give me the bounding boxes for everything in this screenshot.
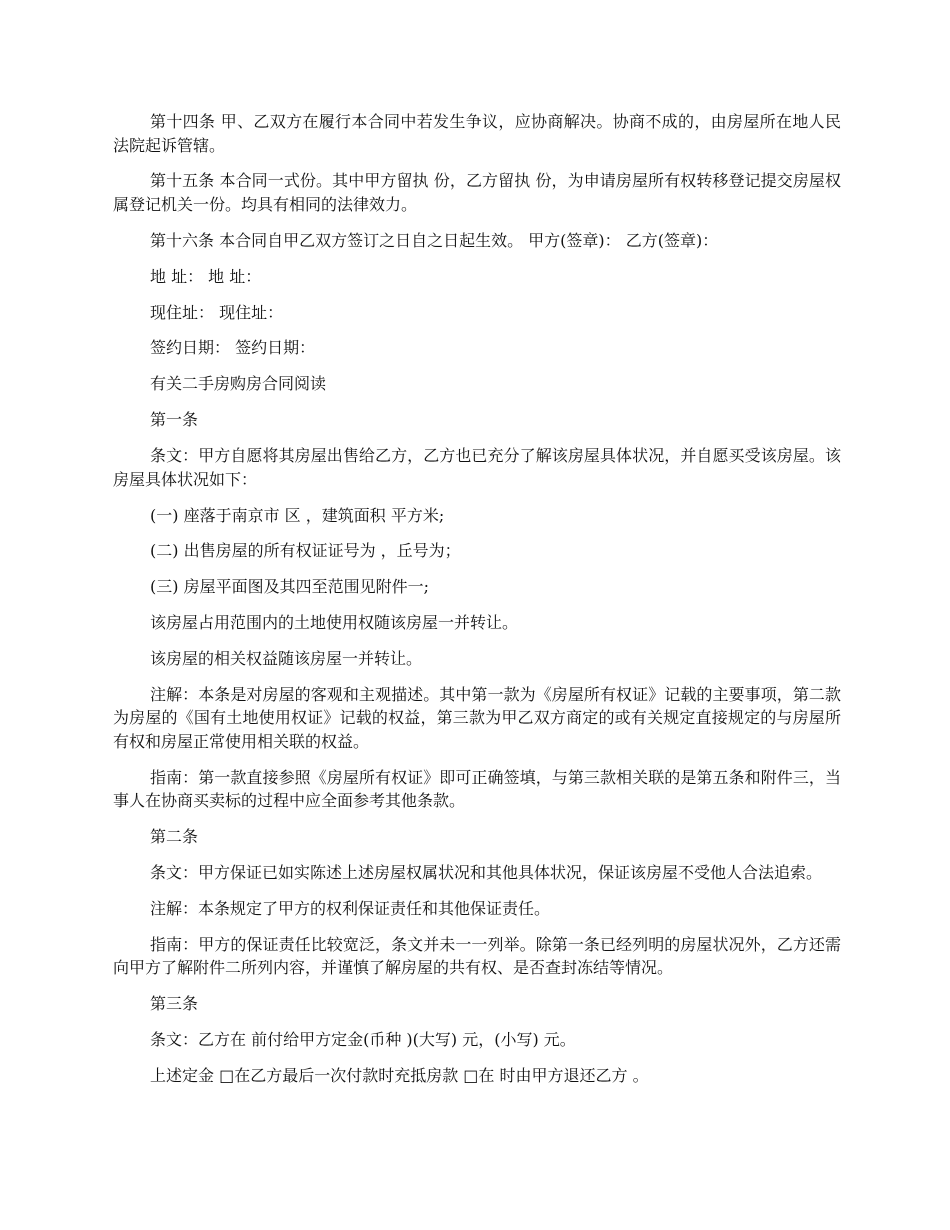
article-2-text: 条文：甲方保证已如实陈述上述房屋权属状况和其他具体状况，保证该房屋不受他人合法追索。 (150, 863, 823, 883)
signing-date-line: 签约日期： 签约日期： (150, 338, 316, 358)
current-address-line: 现住址： 现住址： (150, 302, 284, 322)
related-rights-text: 该房屋的相关权益随该房屋一并转让。 (150, 649, 423, 669)
article-3-text: 条文：乙方在 前付给甲方定金(币种 )(大写) 元，(小写) 元。 (150, 1030, 576, 1050)
article-3-heading: 第三条 (150, 994, 199, 1014)
article-1-item-2: (二) 出售房屋的所有权证证号为 ，丘号为； (150, 541, 461, 561)
deposit-text: 上述定金 □在乙方最后一次付款时充抵房款 □在 时由甲方退还乙方 。 (150, 1066, 649, 1086)
land-use-right-text: 该房屋占用范围内的土地使用权随该房屋一并转让。 (150, 613, 519, 633)
article-1-heading: 第一条 (150, 410, 199, 430)
article-1-note: 注解：本条是对房屋的客观和主观描述。其中第一款为《房屋所有权证》记载的主要事项，第二款为房屋的《国有土地使用权证》记载的权益，第三款为甲乙双方商定的或有关规定直接规定的与房屋所有权和房屋正常使用相关联的权益。 (113, 684, 841, 751)
article-1-item-1: (一) 座落于南京市 区 ，建筑面积 平方米; (150, 505, 445, 525)
article-2-guide: 指南：甲方的保证责任比较宽泛，条文并未一一列举。除第一条已经列明的房屋状况外，乙方还需向甲方了解附件二所列内容，并谨慎了解房屋的共有权、是否查封冻结等情况。 (113, 934, 841, 978)
address-line: 地 址： 地 址： (150, 266, 262, 286)
document-page (113, 110, 841, 1100)
article-2-note: 注解：本条规定了甲方的权利保证责任和其他保证责任。 (150, 899, 551, 919)
article-1-item-3: (三) 房屋平面图及其四至范围见附件一; (150, 577, 429, 597)
clause-16: 第十六条 本合同自甲乙双方签订之日自之日起生效。 甲方(签章)： 乙方(签章)： (150, 230, 719, 250)
article-2-heading: 第二条 (150, 827, 199, 847)
clause-15: 第十五条 本合同一式份。其中甲方留执 份，乙方留执 份，为申请房屋所有权转移登记提交房屋权属登记机关一份。均具有相同的法律效力。 (113, 171, 841, 214)
section-title: 有关二手房购房合同阅读 (150, 374, 327, 394)
clause-14: 第十四条 甲、乙双方在履行本合同中若发生争议，应协商解决。协商不成的，由房屋所在地人民法院起诉管辖。 (113, 112, 841, 155)
article-1-text: 条文：甲方自愿将其房屋出售给乙方，乙方也已充分了解该房屋具体状况，并自愿买受该房屋。该房屋具体状况如下： (113, 446, 841, 489)
article-1-guide: 指南：第一款直接参照《房屋所有权证》即可正确签填，与第三款相关联的是第五条和附件三，当事人在协商买卖标的过程中应全面参考其他条款。 (113, 767, 841, 811)
